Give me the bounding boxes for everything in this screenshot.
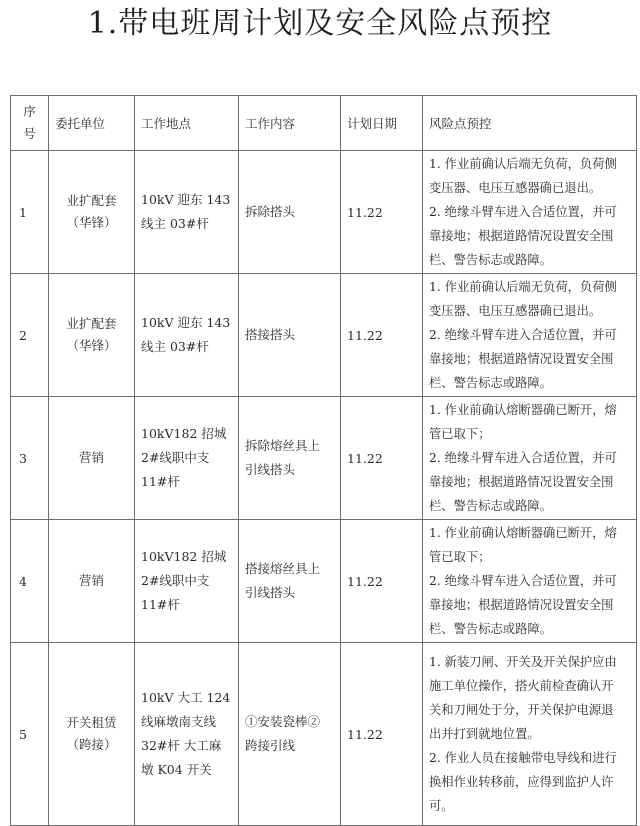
risk-line: 栏、警告标志或路障。 — [429, 622, 552, 636]
unit-line: （华锋） — [66, 215, 117, 230]
row-content — [239, 151, 341, 274]
row-no: 3 — [11, 397, 49, 520]
location-line: 2#线职中支 — [141, 450, 210, 465]
risk-line: 栏、警告标志或路障。 — [429, 376, 552, 390]
row-location — [135, 274, 239, 397]
location-line: 10kV 大工 124 — [141, 690, 231, 705]
header-risk: 风险点预控 — [423, 96, 637, 151]
plan-table — [10, 95, 637, 826]
location-line: 线主 03#杆 — [141, 339, 209, 354]
row-risk — [423, 274, 637, 397]
risk-line: 1. 新装刀闸、开关及开关保护应由 — [429, 655, 617, 669]
location-line: 10kV182 招城 — [141, 426, 227, 441]
row-content — [239, 397, 341, 520]
header-location: 工作地点 — [135, 96, 239, 151]
risk-line: 1. 作业前确认熔断器确已断开，熔 — [429, 526, 617, 540]
location-line: 32#杆 大工麻 — [141, 738, 222, 753]
risk-line: 2. 绝缘斗臂车进入合适位置，并可 — [429, 205, 617, 219]
content-line: 搭接熔丝具上 — [245, 561, 321, 576]
unit-line: 开关租赁 — [66, 715, 117, 730]
content-line: 引线搭头 — [245, 585, 296, 600]
risk-line: 栏、警告标志或路障。 — [429, 499, 552, 513]
row-unit — [49, 643, 135, 826]
row-location — [135, 520, 239, 643]
row-no: 5 — [11, 643, 49, 826]
table-row — [11, 397, 637, 520]
risk-line: 靠接地；根据道路情况设置安全围 — [429, 598, 614, 612]
row-date: 11.22 — [341, 520, 423, 643]
location-line: 线麻墩南支线 — [141, 714, 217, 729]
header-date: 计划日期 — [341, 96, 423, 151]
risk-line: 管已取下； — [429, 427, 491, 441]
row-unit — [49, 520, 135, 643]
unit-line: 业扩配套 — [66, 193, 117, 208]
content-line: 跨接引线 — [245, 738, 296, 753]
risk-line: 2. 绝缘斗臂车进入合适位置，并可 — [429, 451, 617, 465]
content-line: 搭接搭头 — [245, 327, 296, 342]
location-line: 11#杆 — [141, 474, 180, 489]
row-content — [239, 643, 341, 826]
row-unit — [49, 151, 135, 274]
risk-line: 施工单位操作，搭火前检查确认开 — [429, 679, 614, 693]
risk-line: 靠接地；根据道路情况设置安全围 — [429, 229, 614, 243]
table-row — [11, 643, 637, 826]
risk-line: 靠接地；根据道路情况设置安全围 — [429, 352, 614, 366]
risk-line: 变压器、电压互感器确已退出。 — [429, 304, 602, 318]
unit-line: 营销 — [78, 573, 104, 588]
row-content — [239, 274, 341, 397]
content-line: 拆除搭头 — [245, 204, 296, 219]
row-location — [135, 151, 239, 274]
unit-line: （华锋） — [66, 338, 117, 353]
table-header-row — [11, 96, 637, 151]
header-no-char1: 序 — [23, 104, 36, 119]
location-line: 11#杆 — [141, 597, 180, 612]
risk-line: 靠接地；根据道路情况设置安全围 — [429, 475, 614, 489]
risk-line: 2. 作业人员在接触带电导线和进行 — [429, 751, 617, 765]
row-no: 4 — [11, 520, 49, 643]
table-row — [11, 520, 637, 643]
row-date: 11.22 — [341, 274, 423, 397]
row-date: 11.22 — [341, 397, 423, 520]
location-line: 线主 03#杆 — [141, 216, 209, 231]
risk-line: 1. 作业前确认后端无负荷，负荷侧 — [429, 280, 617, 294]
table-row — [11, 151, 637, 274]
row-risk — [423, 520, 637, 643]
row-no: 1 — [11, 151, 49, 274]
content-line: 引线搭头 — [245, 462, 296, 477]
page-title: 1.带电班周计划及安全风险点预控 — [87, 6, 553, 41]
unit-line: （跨接） — [66, 737, 117, 752]
risk-line: 管已取下； — [429, 550, 491, 564]
location-line: 10kV 迎东 143 — [141, 192, 231, 207]
content-line: ①安装瓷棒② — [245, 714, 321, 729]
row-date: 11.22 — [341, 151, 423, 274]
risk-line: 出并打到就地位置。 — [429, 727, 540, 741]
row-content — [239, 520, 341, 643]
risk-line: 1. 作业前确认后端无负荷，负荷侧 — [429, 157, 617, 171]
row-unit — [49, 397, 135, 520]
location-line: 2#线职中支 — [141, 573, 210, 588]
risk-line: 栏、警告标志或路障。 — [429, 253, 552, 267]
row-location — [135, 397, 239, 520]
risk-line: 变压器、电压互感器确已退出。 — [429, 181, 602, 195]
content-line: 拆除熔丝具上 — [245, 438, 321, 453]
risk-line: 换相作业转移前，应得到监护人许 — [429, 775, 614, 789]
row-risk — [423, 643, 637, 826]
row-risk — [423, 151, 637, 274]
header-no-char2: 号 — [23, 126, 36, 141]
row-risk — [423, 397, 637, 520]
location-line: 10kV 迎东 143 — [141, 315, 231, 330]
risk-line: 2. 绝缘斗臂车进入合适位置，并可 — [429, 574, 617, 588]
unit-line: 业扩配套 — [66, 316, 117, 331]
row-date: 11.22 — [341, 643, 423, 826]
risk-line: 1. 作业前确认熔断器确已断开，熔 — [429, 403, 617, 417]
risk-line: 可。 — [429, 799, 454, 813]
table-row — [11, 274, 637, 397]
row-location — [135, 643, 239, 826]
row-unit — [49, 274, 135, 397]
location-line: 墩 K04 开关 — [141, 762, 212, 777]
header-unit: 委托单位 — [49, 96, 135, 151]
risk-line: 关和刀闸处于分，开关保护电源退 — [429, 703, 614, 717]
unit-line: 营销 — [78, 450, 104, 465]
risk-line: 2. 绝缘斗臂车进入合适位置，并可 — [429, 328, 617, 342]
header-content: 工作内容 — [239, 96, 341, 151]
row-no: 2 — [11, 274, 49, 397]
header-no — [11, 96, 49, 151]
location-line: 10kV182 招城 — [141, 549, 227, 564]
